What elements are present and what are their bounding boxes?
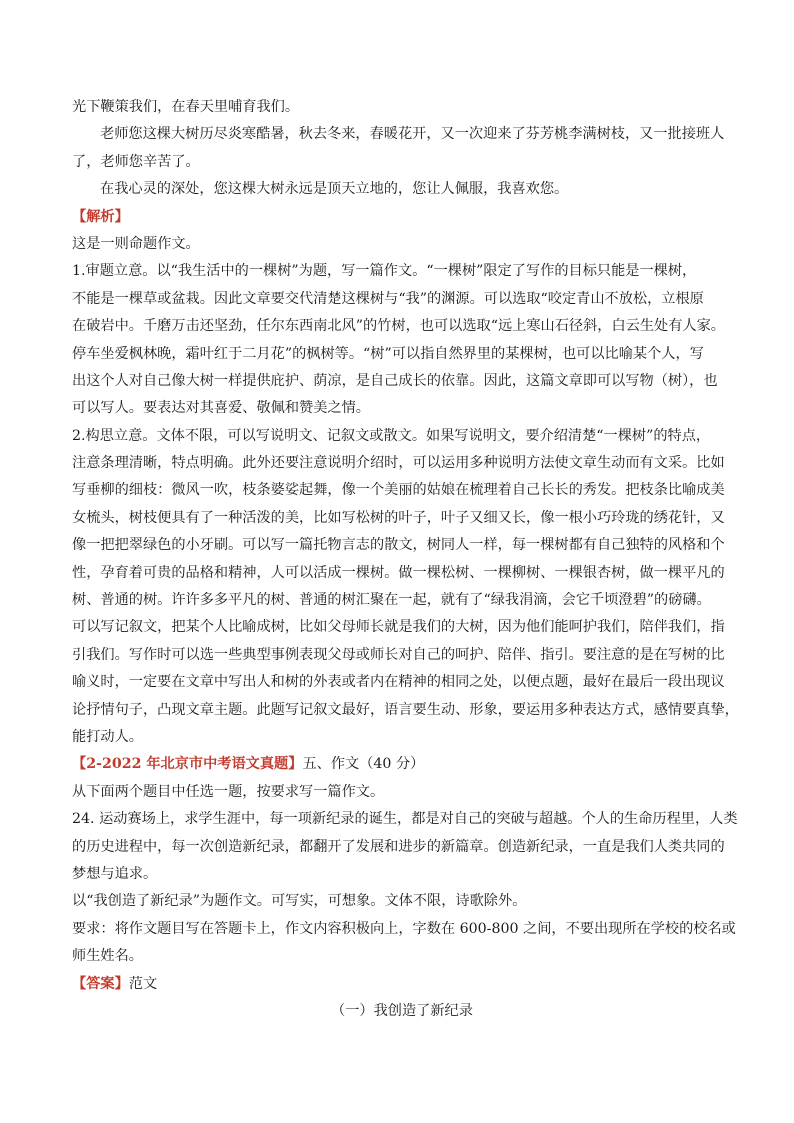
document-body <box>72 94 739 1025</box>
paragraph-line: 老师您这棵大树历尽炎寒酷暑，秋去冬来，春暖花开，又一次迎来了芬芳桃李满树枝，又一批接班人 <box>100 126 725 143</box>
paragraph-line: 梦想与追求。 <box>72 865 158 882</box>
paragraph-line: 喻义时，一定要在文章中写出人和树的外表或者内在精神的相同之处，以便点题，最好在最后一段出现议 <box>72 674 725 691</box>
paragraph-line: 1.审题立意。以“我生活中的一棵树”为题，写一篇作文。“一棵树”限定了写作的目标只能是一棵树， <box>72 263 697 280</box>
paragraph-line: 能打动人。 <box>72 728 143 745</box>
paragraph-line: 了，老师您辛苦了。 <box>72 153 200 170</box>
paragraph-line: 光下鞭策我们，在春天里哺育我们。 <box>72 99 300 115</box>
paragraph-line: 要求：将作文题目写在答题卡上，作文内容积极向上，字数在 600-800 之间，不要出现所在学校的校名或 <box>72 920 736 937</box>
paragraph-line: 师生姓名。 <box>72 948 143 965</box>
paragraph-line: 以“我创造了新纪录”为题作文。可写实，可想象。文体不限，诗歌除外。 <box>72 893 527 910</box>
paragraph-line: 论抒情句子，凸现文章主题。此题写记叙文最好，语言要生动、形象，要运用多种表达方式，感情要真挚， <box>72 701 739 718</box>
answer-tag: 【答案】 <box>72 975 129 992</box>
paragraph-line: 出这个人对自己像大树一样提供庇护、荫凉，是自己成长的依靠。因此，这篇文章即可以写物（树），也 <box>72 372 718 389</box>
paragraph-line: 引我们。写作时可以选一些典型事例表现父母或师长对自己的呵护、陪伴、指引。要注意的是在写树的比 <box>72 646 725 663</box>
paragraph-line: 可以写人。要表达对其喜爱、敬佩和赞美之情。 <box>72 400 370 417</box>
paragraph-line: 注意条理清晰，特点明确。此外还要注意说明介绍时，可以运用多种说明方法使文章生动而有文采。比如 <box>72 455 725 472</box>
paragraph-line: 2.构思立意。文体不限，可以写说明文、记叙文或散文。如果写说明文，要介绍清楚“一棵树”的特点， <box>72 427 711 444</box>
answer-line <box>72 971 732 998</box>
paragraph-line: 24. 运动赛场上，求学生涯中，每一项新纪录的诞生，都是对自己的突破与超越。个人的生命历程里，人类 <box>72 811 738 828</box>
paragraph-line: 写垂柳的细枝：微风一吹，枝条婆娑起舞，像一个美丽的姑娘在梳理着自己长长的秀发。把枝条比喻成美 <box>72 482 725 499</box>
answer-label: 范文 <box>128 975 158 992</box>
paragraph-line: 性，孕育着可贵的品格和精神，人可以活成一棵树。做一棵松树、一棵柳树、一棵银杏树，做一棵平凡的 <box>72 564 725 581</box>
exam-source-tag: 【2-2022 年北京市中考语文真题】 <box>72 756 303 773</box>
analysis-heading: 【解析】 <box>72 208 129 225</box>
paragraph-line: 树、普通的树。许许多多平凡的树、普通的树汇聚在一起，就有了“绿我涓滴，会它千顷澄碧”的磅礴。 <box>72 592 711 609</box>
paragraph-line: 可以写记叙文，把某个人比喻成树，比如父母师长就是我们的大树，因为他们能呵护我们，陪伴我们，指 <box>72 619 725 636</box>
exam-source-line <box>72 751 732 778</box>
paragraph-line: 从下面两个题目中任选一题，按要求写一篇作文。 <box>72 783 385 800</box>
section-title: 五、作文（40 分） <box>302 756 425 773</box>
paragraph-line: 的历史进程中，每一次创造新纪录，都翻开了发展和进步的新篇章。创造新纪录，一直是我们人类共同的 <box>72 838 725 855</box>
paragraph-line: 像一把把翠绿色的小牙刷。可以写一篇托物言志的散文，树同人一样，每一棵树都有自己独特的风格和个 <box>72 537 725 554</box>
paragraph-line: 在我心灵的深处，您这棵大树永远是顶天立地的，您让人佩服，我喜欢您。 <box>100 181 569 198</box>
paragraph-line: 在破岩中。千磨万击还坚劲，任尔东西南北风”的竹树，也可以选取“远上寒山石径斜，白云生处有人家。 <box>72 318 725 335</box>
paragraph-line: 女梳头，树枝便具有了一种活泼的美，比如写松树的叶子，叶子又细又长，像一根小巧玲珑的绣花针，又 <box>72 509 725 526</box>
essay-title: （一）我创造了新纪录 <box>331 1002 473 1019</box>
paragraph-line: 停车坐爱枫林晚，霜叶红于二月花”的枫树等。“树”可以指自然界里的某棵树，也可以比喻某个人，写 <box>72 345 704 362</box>
paragraph-line: 不能是一棵草或盆栽。因此文章要交代清楚这棵树与“我”的渊源。可以选取“咬定青山不放松，立根原 <box>72 290 704 307</box>
paragraph-line: 这是一则命题作文。 <box>72 235 200 252</box>
